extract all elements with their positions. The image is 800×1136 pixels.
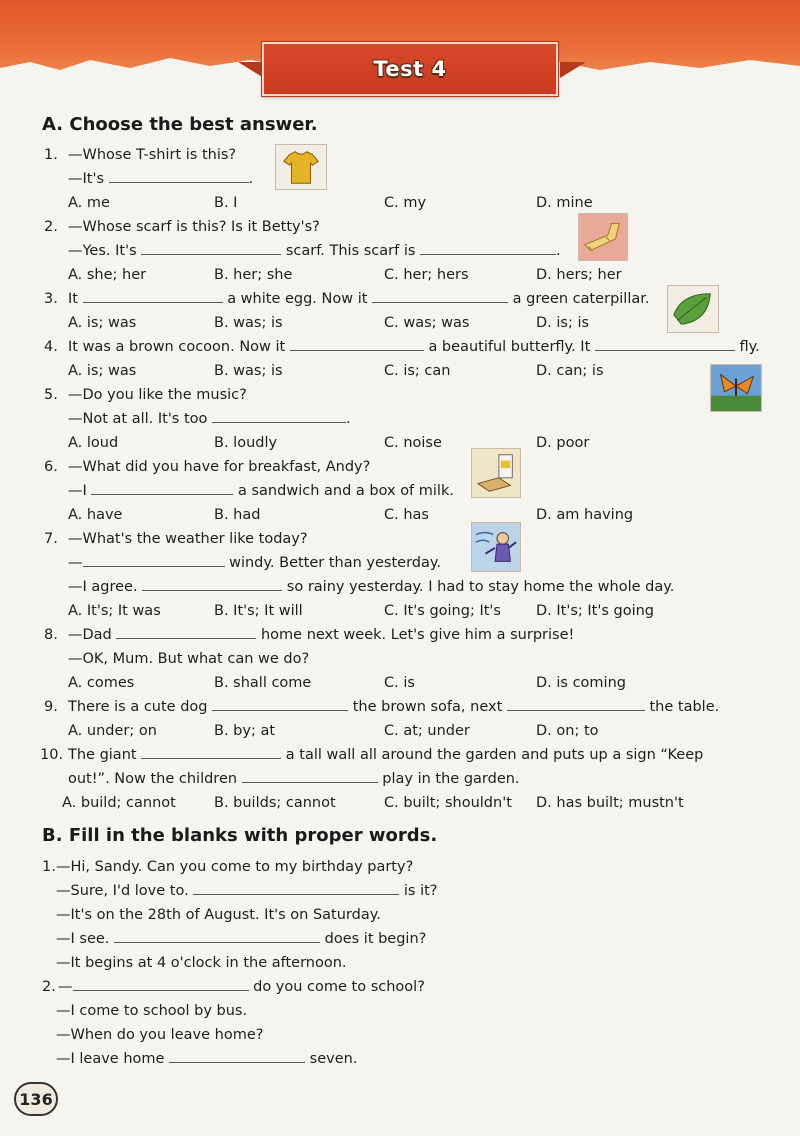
q7-line3-pre: —I agree. — [68, 579, 138, 595]
q5-option-c: C. noise — [384, 435, 442, 451]
q7-option-c: C. It's going; It's — [384, 603, 501, 619]
q10-option-c: C. built; shouldn't — [384, 795, 512, 811]
q7-line3-post: so rainy yesterday. I had to stay home the whole day. — [286, 579, 675, 595]
b1-line4-post: does it begin? — [324, 931, 427, 947]
q8-line2: —OK, Mum. But what can we do? — [68, 651, 310, 667]
q7-option-d: D. It's; It's going — [536, 603, 654, 619]
windy-picture — [471, 522, 521, 572]
butterfly-picture — [710, 364, 762, 412]
b2-line4 — [56, 1049, 357, 1069]
q4-pre: It was a brown cocoon. Now it — [68, 339, 286, 355]
b1-num: 1. — [42, 859, 56, 875]
q4-mid: a beautiful butterfly. It — [428, 339, 591, 355]
b2-line4-pre: —I leave home — [56, 1051, 165, 1067]
q6-option-c: C. has — [384, 507, 429, 523]
page-number: 136 — [14, 1082, 58, 1116]
q2-line2-mid: scarf. This scarf is — [285, 243, 416, 259]
q9-blank-1[interactable] — [212, 697, 348, 711]
q3-mid: a white egg. Now it — [227, 291, 368, 307]
q7-option-a: A. It's; It was — [68, 603, 161, 619]
q10-option-a: A. build; cannot — [62, 795, 176, 811]
q5-line2-pre: —Not at all. It's too — [68, 411, 208, 427]
b2-line1-pre: — — [58, 979, 73, 995]
b1-line2-pre: —Sure, I'd love to. — [56, 883, 189, 899]
q2-blank-1[interactable] — [141, 241, 281, 255]
q3-blank-1[interactable] — [83, 289, 223, 303]
q1-line2-pre: —It's — [68, 171, 105, 187]
q10-post: a tall wall all around the garden and puts up a sign “Keep — [285, 747, 704, 763]
q10-line1 — [68, 745, 703, 765]
q3-option-c: C. was; was — [384, 315, 470, 331]
b2-line1 — [58, 977, 425, 997]
q7-line2-post: windy. Better than yesterday. — [229, 555, 441, 571]
q4-post: fly. — [739, 339, 760, 355]
q8-pre: —Dad — [68, 627, 112, 643]
b2-blank-2[interactable] — [169, 1049, 305, 1063]
q4-option-c: C. is; can — [384, 363, 451, 379]
q10-num: 10. — [40, 747, 64, 763]
q10-option-b: B. builds; cannot — [214, 795, 336, 811]
q9-option-b: B. by; at — [214, 723, 276, 739]
q9-option-c: C. at; under — [384, 723, 470, 739]
q3-line — [68, 289, 649, 309]
q6-line1: —What did you have for breakfast, Andy? — [68, 459, 371, 475]
q5-num: 5. — [44, 387, 58, 403]
q10-line2 — [68, 769, 520, 789]
q5-blank[interactable] — [212, 409, 346, 423]
q3-option-d: D. is; is — [536, 315, 590, 331]
q3-option-b: B. was; is — [214, 315, 283, 331]
q1-option-b: B. I — [214, 195, 238, 211]
b2-line3: —When do you leave home? — [56, 1027, 264, 1043]
q8-option-c: C. is — [384, 675, 415, 691]
q5-line2 — [68, 409, 351, 429]
q7-option-b: B. It's; It will — [214, 603, 303, 619]
b2-line2: —I come to school by bus. — [56, 1003, 248, 1019]
q7-line2-pre: — — [68, 555, 83, 571]
q2-line1: —Whose scarf is this? Is it Betty's? — [68, 219, 320, 235]
q2-option-d: D. hers; her — [536, 267, 622, 283]
q8-num: 8. — [44, 627, 58, 643]
q7-line2 — [68, 553, 441, 573]
q9-line — [68, 697, 719, 717]
q4-blank-1[interactable] — [290, 337, 424, 351]
q6-line2 — [68, 481, 454, 501]
q6-line2-pre: —I — [68, 483, 87, 499]
q3-num: 3. — [44, 291, 58, 307]
q1-line1: —Whose T-shirt is this? — [68, 147, 237, 163]
q2-line2-post: . — [556, 243, 561, 259]
leaf-picture — [667, 285, 719, 333]
q10-option-d: D. has built; mustn't — [536, 795, 684, 811]
q10-pre: The giant — [68, 747, 137, 763]
q9-option-a: A. under; on — [68, 723, 157, 739]
q9-num: 9. — [44, 699, 58, 715]
q7-blank-1[interactable] — [83, 553, 225, 567]
q2-option-b: B. her; she — [214, 267, 293, 283]
q7-blank-2[interactable] — [142, 577, 282, 591]
b1-line4-pre: —I see. — [56, 931, 110, 947]
q1-option-a: A. me — [68, 195, 110, 211]
ribbon-fold-right — [560, 62, 586, 78]
q6-option-a: A. have — [68, 507, 123, 523]
scarf-picture — [578, 213, 628, 261]
q8-post: home next week. Let's give him a surprise! — [260, 627, 575, 643]
q1-blank[interactable] — [109, 169, 249, 183]
q2-option-a: A. she; her — [68, 267, 147, 283]
q8-option-b: B. shall come — [214, 675, 312, 691]
section-a-heading: A. Choose the best answer. — [42, 114, 318, 135]
b1-line4 — [56, 929, 426, 949]
q10-blank-2[interactable] — [242, 769, 378, 783]
q9-pre: There is a cute dog — [68, 699, 208, 715]
q1-line2-post: . — [248, 171, 254, 187]
q9-blank-2[interactable] — [507, 697, 645, 711]
q10-line2-pre: out!”. Now the children — [68, 771, 238, 787]
q5-option-d: D. poor — [536, 435, 590, 451]
q6-option-d: D. am having — [536, 507, 634, 523]
q6-option-b: B. had — [214, 507, 261, 523]
b2-line1-post: do you come to school? — [253, 979, 425, 995]
q10-blank-1[interactable] — [141, 745, 281, 759]
q7-line3 — [68, 577, 674, 597]
q9-mid: the brown sofa, next — [352, 699, 503, 715]
q8-blank[interactable] — [116, 625, 256, 639]
b1-line3: —It's on the 28th of August. It's on Saturday. — [56, 907, 381, 923]
q6-blank[interactable] — [91, 481, 233, 495]
section-b-heading: B. Fill in the blanks with proper words. — [42, 825, 438, 846]
breakfast-picture — [471, 448, 521, 498]
b1-line1: —Hi, Sandy. Can you come to my birthday party? — [56, 859, 414, 875]
q6-line2-post: a sandwich and a box of milk. — [238, 483, 454, 499]
q2-line2 — [68, 241, 561, 261]
q2-num: 2. — [44, 219, 58, 235]
q8-line1 — [68, 625, 574, 645]
q3-pre: It — [68, 291, 78, 307]
q4-blank-2[interactable] — [595, 337, 735, 351]
q5-option-a: A. loud — [68, 435, 119, 451]
b1-blank-2[interactable] — [114, 929, 320, 943]
ribbon-fold-left — [238, 62, 264, 78]
q4-option-b: B. was; is — [214, 363, 283, 379]
q2-blank-2[interactable] — [420, 241, 556, 255]
b2-line4-post: seven. — [309, 1051, 358, 1067]
q4-line — [68, 337, 760, 357]
q4-option-a: A. is; was — [68, 363, 137, 379]
q3-blank-2[interactable] — [372, 289, 508, 303]
b1-line2-post: is it? — [403, 883, 438, 899]
b1-blank-1[interactable] — [193, 881, 399, 895]
q1-num: 1. — [44, 147, 58, 163]
b1-line5: —It begins at 4 o'clock in the afternoon. — [56, 955, 347, 971]
b1-line2 — [56, 881, 438, 901]
tshirt-picture — [275, 144, 327, 190]
q7-line1: —What's the weather like today? — [68, 531, 308, 547]
q4-option-d: D. can; is — [536, 363, 604, 379]
q3-option-a: A. is; was — [68, 315, 137, 331]
b2-num: 2. — [42, 979, 56, 995]
q7-num: 7. — [44, 531, 58, 547]
q9-post: the table. — [649, 699, 720, 715]
q2-line2-pre: —Yes. It's — [68, 243, 137, 259]
q8-option-a: A. comes — [68, 675, 135, 691]
q2-option-c: C. her; hers — [384, 267, 469, 283]
q5-line2-post: . — [346, 411, 351, 427]
q1-option-d: D. mine — [536, 195, 593, 211]
q9-option-d: D. on; to — [536, 723, 599, 739]
q8-option-d: D. is coming — [536, 675, 626, 691]
b2-blank-1[interactable] — [73, 977, 249, 991]
q3-post: a green caterpillar. — [512, 291, 650, 307]
page-title: Test 4 — [373, 57, 447, 81]
q1-line2 — [68, 169, 253, 189]
title-banner — [262, 42, 558, 96]
q5-line1: —Do you like the music? — [68, 387, 247, 403]
q6-num: 6. — [44, 459, 58, 475]
q5-option-b: B. loudly — [214, 435, 278, 451]
q1-option-c: C. my — [384, 195, 427, 211]
q4-num: 4. — [44, 339, 58, 355]
q10-line2-post: play in the garden. — [382, 771, 520, 787]
